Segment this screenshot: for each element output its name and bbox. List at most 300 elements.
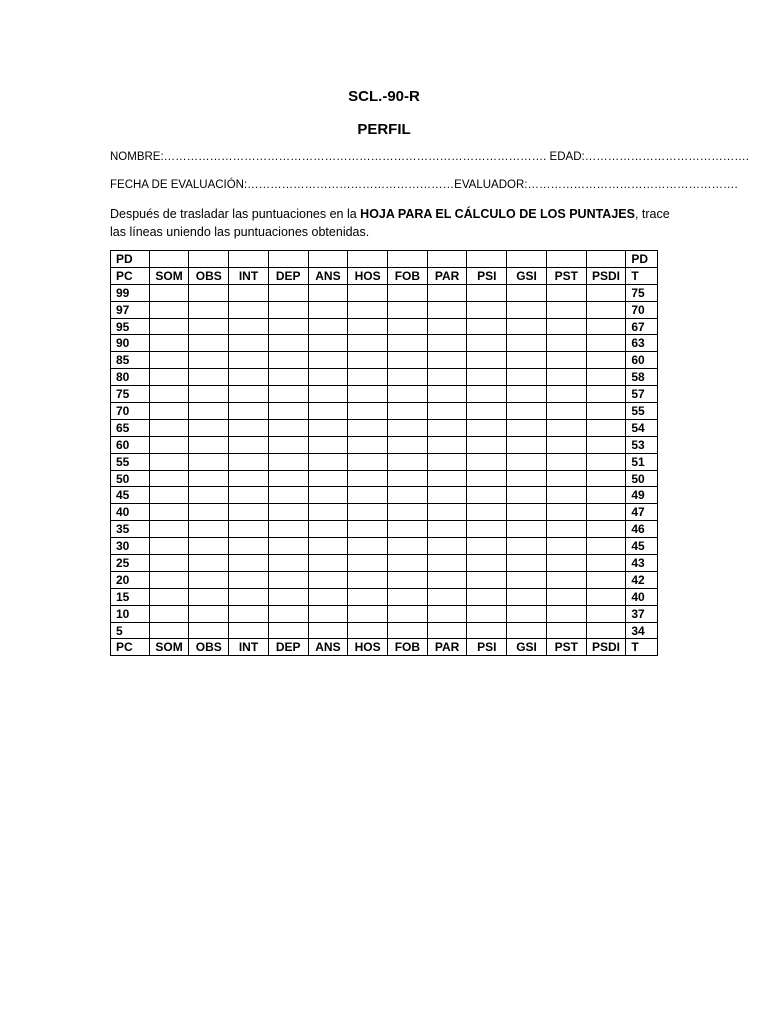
score-cell-ans[interactable] bbox=[308, 571, 348, 588]
score-cell-gsi[interactable] bbox=[507, 521, 547, 538]
score-cell-psi[interactable] bbox=[467, 284, 507, 301]
pd-cell-som[interactable] bbox=[149, 251, 189, 268]
score-cell-int[interactable] bbox=[229, 538, 269, 555]
score-cell-dep[interactable] bbox=[268, 284, 308, 301]
score-cell-fob[interactable] bbox=[388, 571, 428, 588]
score-cell-pst[interactable] bbox=[546, 504, 586, 521]
score-cell-obs[interactable] bbox=[189, 453, 229, 470]
score-cell-psi[interactable] bbox=[467, 605, 507, 622]
score-cell-pst[interactable] bbox=[546, 555, 586, 572]
score-cell-par[interactable] bbox=[427, 487, 467, 504]
score-cell-pst[interactable] bbox=[546, 369, 586, 386]
score-cell-obs[interactable] bbox=[189, 386, 229, 403]
score-cell-par[interactable] bbox=[427, 521, 467, 538]
pd-cell-obs[interactable] bbox=[189, 251, 229, 268]
score-cell-obs[interactable] bbox=[189, 555, 229, 572]
score-cell-obs[interactable] bbox=[189, 571, 229, 588]
score-cell-ans[interactable] bbox=[308, 487, 348, 504]
score-cell-psdi[interactable] bbox=[586, 504, 626, 521]
score-cell-fob[interactable] bbox=[388, 403, 428, 420]
score-cell-psdi[interactable] bbox=[586, 605, 626, 622]
score-cell-som[interactable] bbox=[149, 335, 189, 352]
score-cell-pst[interactable] bbox=[546, 453, 586, 470]
score-cell-int[interactable] bbox=[229, 369, 269, 386]
score-cell-psi[interactable] bbox=[467, 622, 507, 639]
score-cell-obs[interactable] bbox=[189, 504, 229, 521]
score-cell-som[interactable] bbox=[149, 386, 189, 403]
score-cell-psi[interactable] bbox=[467, 504, 507, 521]
score-cell-pst[interactable] bbox=[546, 470, 586, 487]
nombre-edad-line[interactable]: NOMBRE:………………………………………………………………………………………. EDAD:……………………………………. bbox=[110, 151, 749, 163]
score-cell-par[interactable] bbox=[427, 555, 467, 572]
score-cell-gsi[interactable] bbox=[507, 335, 547, 352]
score-cell-par[interactable] bbox=[427, 538, 467, 555]
t-value: 49 bbox=[626, 487, 658, 504]
score-cell-psdi[interactable] bbox=[586, 453, 626, 470]
score-cell-obs[interactable] bbox=[189, 521, 229, 538]
table-row bbox=[111, 622, 658, 639]
column-header-fob: FOB bbox=[388, 639, 428, 656]
score-cell-dep[interactable] bbox=[268, 571, 308, 588]
score-cell-pst[interactable] bbox=[546, 571, 586, 588]
score-cell-int[interactable] bbox=[229, 588, 269, 605]
score-cell-obs[interactable] bbox=[189, 588, 229, 605]
score-cell-psi[interactable] bbox=[467, 352, 507, 369]
score-cell-som[interactable] bbox=[149, 605, 189, 622]
pc-value: 45 bbox=[111, 487, 150, 504]
score-cell-psdi[interactable] bbox=[586, 436, 626, 453]
score-cell-obs[interactable] bbox=[189, 436, 229, 453]
score-cell-gsi[interactable] bbox=[507, 605, 547, 622]
score-cell-int[interactable] bbox=[229, 622, 269, 639]
score-cell-par[interactable] bbox=[427, 284, 467, 301]
score-cell-pst[interactable] bbox=[546, 605, 586, 622]
score-cell-ans[interactable] bbox=[308, 436, 348, 453]
score-cell-fob[interactable] bbox=[388, 555, 428, 572]
score-cell-dep[interactable] bbox=[268, 555, 308, 572]
score-cell-obs[interactable] bbox=[189, 419, 229, 436]
score-cell-ans[interactable] bbox=[308, 504, 348, 521]
score-cell-som[interactable] bbox=[149, 571, 189, 588]
pc-value: 75 bbox=[111, 386, 150, 403]
score-cell-psi[interactable] bbox=[467, 487, 507, 504]
score-cell-pst[interactable] bbox=[546, 403, 586, 420]
column-header-int: INT bbox=[229, 267, 269, 284]
score-cell-psi[interactable] bbox=[467, 436, 507, 453]
score-cell-psdi[interactable] bbox=[586, 419, 626, 436]
score-cell-dep[interactable] bbox=[268, 487, 308, 504]
score-cell-hos[interactable] bbox=[348, 538, 388, 555]
score-cell-int[interactable] bbox=[229, 504, 269, 521]
score-cell-gsi[interactable] bbox=[507, 487, 547, 504]
score-cell-ans[interactable] bbox=[308, 453, 348, 470]
score-cell-int[interactable] bbox=[229, 470, 269, 487]
score-cell-obs[interactable] bbox=[189, 352, 229, 369]
score-cell-som[interactable] bbox=[149, 352, 189, 369]
score-cell-par[interactable] bbox=[427, 571, 467, 588]
score-cell-psi[interactable] bbox=[467, 521, 507, 538]
score-cell-pst[interactable] bbox=[546, 284, 586, 301]
score-cell-pst[interactable] bbox=[546, 538, 586, 555]
score-cell-psi[interactable] bbox=[467, 335, 507, 352]
score-cell-obs[interactable] bbox=[189, 335, 229, 352]
pc-value: 15 bbox=[111, 588, 150, 605]
score-cell-obs[interactable] bbox=[189, 318, 229, 335]
pc-value: 10 bbox=[111, 605, 150, 622]
score-cell-dep[interactable] bbox=[268, 318, 308, 335]
score-cell-gsi[interactable] bbox=[507, 504, 547, 521]
score-cell-obs[interactable] bbox=[189, 487, 229, 504]
score-cell-som[interactable] bbox=[149, 622, 189, 639]
score-cell-psi[interactable] bbox=[467, 403, 507, 420]
score-cell-par[interactable] bbox=[427, 622, 467, 639]
score-cell-ans[interactable] bbox=[308, 369, 348, 386]
table-row bbox=[111, 555, 658, 572]
score-cell-psdi[interactable] bbox=[586, 386, 626, 403]
score-cell-dep[interactable] bbox=[268, 419, 308, 436]
score-cell-dep[interactable] bbox=[268, 538, 308, 555]
score-cell-pst[interactable] bbox=[546, 622, 586, 639]
score-cell-psi[interactable] bbox=[467, 318, 507, 335]
score-cell-gsi[interactable] bbox=[507, 301, 547, 318]
score-cell-gsi[interactable] bbox=[507, 419, 547, 436]
score-cell-hos[interactable] bbox=[348, 284, 388, 301]
t-value: 67 bbox=[626, 318, 658, 335]
score-cell-hos[interactable] bbox=[348, 352, 388, 369]
score-cell-hos[interactable] bbox=[348, 555, 388, 572]
score-cell-int[interactable] bbox=[229, 419, 269, 436]
score-cell-ans[interactable] bbox=[308, 335, 348, 352]
score-cell-psi[interactable] bbox=[467, 470, 507, 487]
score-cell-hos[interactable] bbox=[348, 403, 388, 420]
score-cell-gsi[interactable] bbox=[507, 369, 547, 386]
score-cell-pst[interactable] bbox=[546, 301, 586, 318]
score-cell-dep[interactable] bbox=[268, 470, 308, 487]
score-cell-dep[interactable] bbox=[268, 335, 308, 352]
score-cell-psi[interactable] bbox=[467, 555, 507, 572]
score-cell-gsi[interactable] bbox=[507, 588, 547, 605]
score-cell-hos[interactable] bbox=[348, 419, 388, 436]
score-cell-ans[interactable] bbox=[308, 403, 348, 420]
score-cell-psi[interactable] bbox=[467, 453, 507, 470]
column-header-psdi: PSDI bbox=[586, 267, 626, 284]
pd-cell-par[interactable] bbox=[427, 251, 467, 268]
table-row bbox=[111, 470, 658, 487]
score-cell-obs[interactable] bbox=[189, 470, 229, 487]
score-cell-pst[interactable] bbox=[546, 386, 586, 403]
score-cell-fob[interactable] bbox=[388, 504, 428, 521]
score-cell-ans[interactable] bbox=[308, 301, 348, 318]
t-value: 42 bbox=[626, 571, 658, 588]
score-cell-hos[interactable] bbox=[348, 436, 388, 453]
score-cell-psi[interactable] bbox=[467, 538, 507, 555]
score-cell-som[interactable] bbox=[149, 301, 189, 318]
score-cell-psdi[interactable] bbox=[586, 335, 626, 352]
score-cell-pst[interactable] bbox=[546, 521, 586, 538]
score-cell-fob[interactable] bbox=[388, 301, 428, 318]
score-cell-par[interactable] bbox=[427, 453, 467, 470]
score-cell-par[interactable] bbox=[427, 352, 467, 369]
score-cell-dep[interactable] bbox=[268, 403, 308, 420]
score-cell-gsi[interactable] bbox=[507, 352, 547, 369]
score-cell-hos[interactable] bbox=[348, 504, 388, 521]
pd-cell-gsi[interactable] bbox=[507, 251, 547, 268]
score-cell-psdi[interactable] bbox=[586, 318, 626, 335]
score-cell-psi[interactable] bbox=[467, 419, 507, 436]
score-cell-dep[interactable] bbox=[268, 605, 308, 622]
score-cell-psdi[interactable] bbox=[586, 403, 626, 420]
score-cell-int[interactable] bbox=[229, 301, 269, 318]
score-cell-dep[interactable] bbox=[268, 453, 308, 470]
score-cell-int[interactable] bbox=[229, 571, 269, 588]
column-header-row-top bbox=[111, 267, 658, 284]
t-value: 43 bbox=[626, 555, 658, 572]
score-cell-par[interactable] bbox=[427, 318, 467, 335]
score-cell-hos[interactable] bbox=[348, 521, 388, 538]
score-cell-obs[interactable] bbox=[189, 369, 229, 386]
score-cell-psi[interactable] bbox=[467, 588, 507, 605]
score-cell-psdi[interactable] bbox=[586, 470, 626, 487]
score-cell-hos[interactable] bbox=[348, 470, 388, 487]
score-cell-fob[interactable] bbox=[388, 284, 428, 301]
score-cell-pst[interactable] bbox=[546, 588, 586, 605]
score-cell-hos[interactable] bbox=[348, 369, 388, 386]
score-cell-dep[interactable] bbox=[268, 588, 308, 605]
score-cell-obs[interactable] bbox=[189, 622, 229, 639]
score-cell-int[interactable] bbox=[229, 352, 269, 369]
score-cell-psdi[interactable] bbox=[586, 555, 626, 572]
score-cell-int[interactable] bbox=[229, 436, 269, 453]
column-header-ans: ANS bbox=[308, 267, 348, 284]
score-cell-ans[interactable] bbox=[308, 419, 348, 436]
pd-cell-fob[interactable] bbox=[388, 251, 428, 268]
pd-label-left: PD bbox=[111, 251, 150, 268]
score-cell-hos[interactable] bbox=[348, 605, 388, 622]
score-cell-par[interactable] bbox=[427, 386, 467, 403]
score-cell-som[interactable] bbox=[149, 470, 189, 487]
score-cell-psdi[interactable] bbox=[586, 284, 626, 301]
score-cell-par[interactable] bbox=[427, 504, 467, 521]
score-cell-som[interactable] bbox=[149, 318, 189, 335]
pd-cell-hos[interactable] bbox=[348, 251, 388, 268]
score-cell-psdi[interactable] bbox=[586, 622, 626, 639]
score-cell-fob[interactable] bbox=[388, 318, 428, 335]
score-cell-par[interactable] bbox=[427, 588, 467, 605]
score-cell-par[interactable] bbox=[427, 419, 467, 436]
score-cell-pst[interactable] bbox=[546, 419, 586, 436]
score-cell-som[interactable] bbox=[149, 538, 189, 555]
score-cell-dep[interactable] bbox=[268, 436, 308, 453]
score-cell-fob[interactable] bbox=[388, 588, 428, 605]
score-cell-gsi[interactable] bbox=[507, 453, 547, 470]
table-row bbox=[111, 419, 658, 436]
score-cell-fob[interactable] bbox=[388, 622, 428, 639]
score-cell-obs[interactable] bbox=[189, 605, 229, 622]
score-cell-dep[interactable] bbox=[268, 386, 308, 403]
score-cell-int[interactable] bbox=[229, 453, 269, 470]
column-header-dep: DEP bbox=[268, 267, 308, 284]
score-cell-som[interactable] bbox=[149, 487, 189, 504]
pc-value: 90 bbox=[111, 335, 150, 352]
pc-header-label: PC bbox=[111, 267, 150, 284]
score-cell-par[interactable] bbox=[427, 301, 467, 318]
column-header-hos: HOS bbox=[348, 267, 388, 284]
score-cell-psdi[interactable] bbox=[586, 301, 626, 318]
score-cell-som[interactable] bbox=[149, 369, 189, 386]
score-cell-int[interactable] bbox=[229, 555, 269, 572]
score-cell-pst[interactable] bbox=[546, 352, 586, 369]
pd-cell-pst[interactable] bbox=[546, 251, 586, 268]
score-cell-fob[interactable] bbox=[388, 605, 428, 622]
score-cell-pst[interactable] bbox=[546, 487, 586, 504]
score-cell-int[interactable] bbox=[229, 403, 269, 420]
score-cell-psdi[interactable] bbox=[586, 352, 626, 369]
score-cell-som[interactable] bbox=[149, 453, 189, 470]
score-cell-hos[interactable] bbox=[348, 335, 388, 352]
score-cell-ans[interactable] bbox=[308, 521, 348, 538]
score-cell-dep[interactable] bbox=[268, 352, 308, 369]
score-cell-dep[interactable] bbox=[268, 369, 308, 386]
t-value: 58 bbox=[626, 369, 658, 386]
score-cell-fob[interactable] bbox=[388, 369, 428, 386]
pd-label-right: PD bbox=[626, 251, 658, 268]
pd-cell-ans[interactable] bbox=[308, 251, 348, 268]
score-cell-gsi[interactable] bbox=[507, 571, 547, 588]
score-cell-gsi[interactable] bbox=[507, 470, 547, 487]
score-cell-psi[interactable] bbox=[467, 301, 507, 318]
pc-value: 70 bbox=[111, 403, 150, 420]
score-cell-som[interactable] bbox=[149, 419, 189, 436]
score-cell-obs[interactable] bbox=[189, 403, 229, 420]
score-cell-hos[interactable] bbox=[348, 571, 388, 588]
score-cell-fob[interactable] bbox=[388, 453, 428, 470]
score-cell-hos[interactable] bbox=[348, 588, 388, 605]
score-cell-psdi[interactable] bbox=[586, 571, 626, 588]
score-cell-psi[interactable] bbox=[467, 386, 507, 403]
score-cell-ans[interactable] bbox=[308, 605, 348, 622]
score-cell-par[interactable] bbox=[427, 403, 467, 420]
score-cell-pst[interactable] bbox=[546, 318, 586, 335]
score-cell-obs[interactable] bbox=[189, 538, 229, 555]
pc-value: 50 bbox=[111, 470, 150, 487]
table-row bbox=[111, 504, 658, 521]
score-cell-gsi[interactable] bbox=[507, 436, 547, 453]
score-cell-gsi[interactable] bbox=[507, 555, 547, 572]
score-cell-pst[interactable] bbox=[546, 436, 586, 453]
score-cell-fob[interactable] bbox=[388, 419, 428, 436]
t-value: 55 bbox=[626, 403, 658, 420]
fecha-evaluador-line[interactable]: FECHA DE EVALUACIÓN:………………………………………………EVALUADOR:………………………………………………. bbox=[110, 179, 738, 191]
score-cell-psdi[interactable] bbox=[586, 521, 626, 538]
score-cell-som[interactable] bbox=[149, 403, 189, 420]
score-cell-ans[interactable] bbox=[308, 352, 348, 369]
score-cell-fob[interactable] bbox=[388, 386, 428, 403]
score-cell-int[interactable] bbox=[229, 521, 269, 538]
score-cell-hos[interactable] bbox=[348, 487, 388, 504]
column-header-int: INT bbox=[229, 639, 269, 656]
score-cell-int[interactable] bbox=[229, 335, 269, 352]
table-row bbox=[111, 605, 658, 622]
score-cell-par[interactable] bbox=[427, 369, 467, 386]
score-cell-fob[interactable] bbox=[388, 521, 428, 538]
score-cell-dep[interactable] bbox=[268, 301, 308, 318]
score-cell-som[interactable] bbox=[149, 284, 189, 301]
score-cell-fob[interactable] bbox=[388, 335, 428, 352]
t-value: 50 bbox=[626, 470, 658, 487]
pd-cell-int[interactable] bbox=[229, 251, 269, 268]
score-cell-psdi[interactable] bbox=[586, 538, 626, 555]
score-cell-par[interactable] bbox=[427, 470, 467, 487]
column-header-obs: OBS bbox=[189, 639, 229, 656]
score-cell-som[interactable] bbox=[149, 436, 189, 453]
pd-cell-dep[interactable] bbox=[268, 251, 308, 268]
score-cell-psdi[interactable] bbox=[586, 487, 626, 504]
score-cell-gsi[interactable] bbox=[507, 284, 547, 301]
score-cell-fob[interactable] bbox=[388, 470, 428, 487]
score-cell-psi[interactable] bbox=[467, 369, 507, 386]
score-cell-gsi[interactable] bbox=[507, 386, 547, 403]
pd-cell-psi[interactable] bbox=[467, 251, 507, 268]
score-cell-fob[interactable] bbox=[388, 352, 428, 369]
score-cell-psi[interactable] bbox=[467, 571, 507, 588]
score-cell-dep[interactable] bbox=[268, 504, 308, 521]
score-cell-ans[interactable] bbox=[308, 386, 348, 403]
score-cell-gsi[interactable] bbox=[507, 403, 547, 420]
score-cell-obs[interactable] bbox=[189, 301, 229, 318]
score-cell-fob[interactable] bbox=[388, 436, 428, 453]
score-cell-par[interactable] bbox=[427, 436, 467, 453]
score-cell-som[interactable] bbox=[149, 521, 189, 538]
score-cell-obs[interactable] bbox=[189, 284, 229, 301]
score-cell-pst[interactable] bbox=[546, 335, 586, 352]
score-cell-par[interactable] bbox=[427, 605, 467, 622]
score-cell-psdi[interactable] bbox=[586, 369, 626, 386]
score-cell-dep[interactable] bbox=[268, 622, 308, 639]
score-cell-ans[interactable] bbox=[308, 622, 348, 639]
score-cell-int[interactable] bbox=[229, 487, 269, 504]
score-cell-fob[interactable] bbox=[388, 538, 428, 555]
score-cell-dep[interactable] bbox=[268, 521, 308, 538]
score-cell-fob[interactable] bbox=[388, 487, 428, 504]
column-header-fob: FOB bbox=[388, 267, 428, 284]
score-cell-som[interactable] bbox=[149, 588, 189, 605]
score-cell-gsi[interactable] bbox=[507, 622, 547, 639]
score-cell-gsi[interactable] bbox=[507, 318, 547, 335]
score-cell-hos[interactable] bbox=[348, 318, 388, 335]
score-cell-ans[interactable] bbox=[308, 588, 348, 605]
score-cell-hos[interactable] bbox=[348, 453, 388, 470]
score-cell-ans[interactable] bbox=[308, 284, 348, 301]
score-cell-par[interactable] bbox=[427, 335, 467, 352]
score-cell-hos[interactable] bbox=[348, 386, 388, 403]
score-cell-int[interactable] bbox=[229, 605, 269, 622]
score-cell-som[interactable] bbox=[149, 555, 189, 572]
score-cell-psdi[interactable] bbox=[586, 588, 626, 605]
score-cell-ans[interactable] bbox=[308, 318, 348, 335]
score-cell-ans[interactable] bbox=[308, 470, 348, 487]
score-cell-som[interactable] bbox=[149, 504, 189, 521]
score-cell-int[interactable] bbox=[229, 284, 269, 301]
score-cell-int[interactable] bbox=[229, 386, 269, 403]
instructions-text-before: Después de trasladar las puntuaciones en la bbox=[110, 207, 361, 221]
score-cell-ans[interactable] bbox=[308, 555, 348, 572]
pd-cell-psdi[interactable] bbox=[586, 251, 626, 268]
score-cell-int[interactable] bbox=[229, 318, 269, 335]
score-cell-hos[interactable] bbox=[348, 301, 388, 318]
score-cell-ans[interactable] bbox=[308, 538, 348, 555]
score-cell-gsi[interactable] bbox=[507, 538, 547, 555]
score-cell-hos[interactable] bbox=[348, 622, 388, 639]
